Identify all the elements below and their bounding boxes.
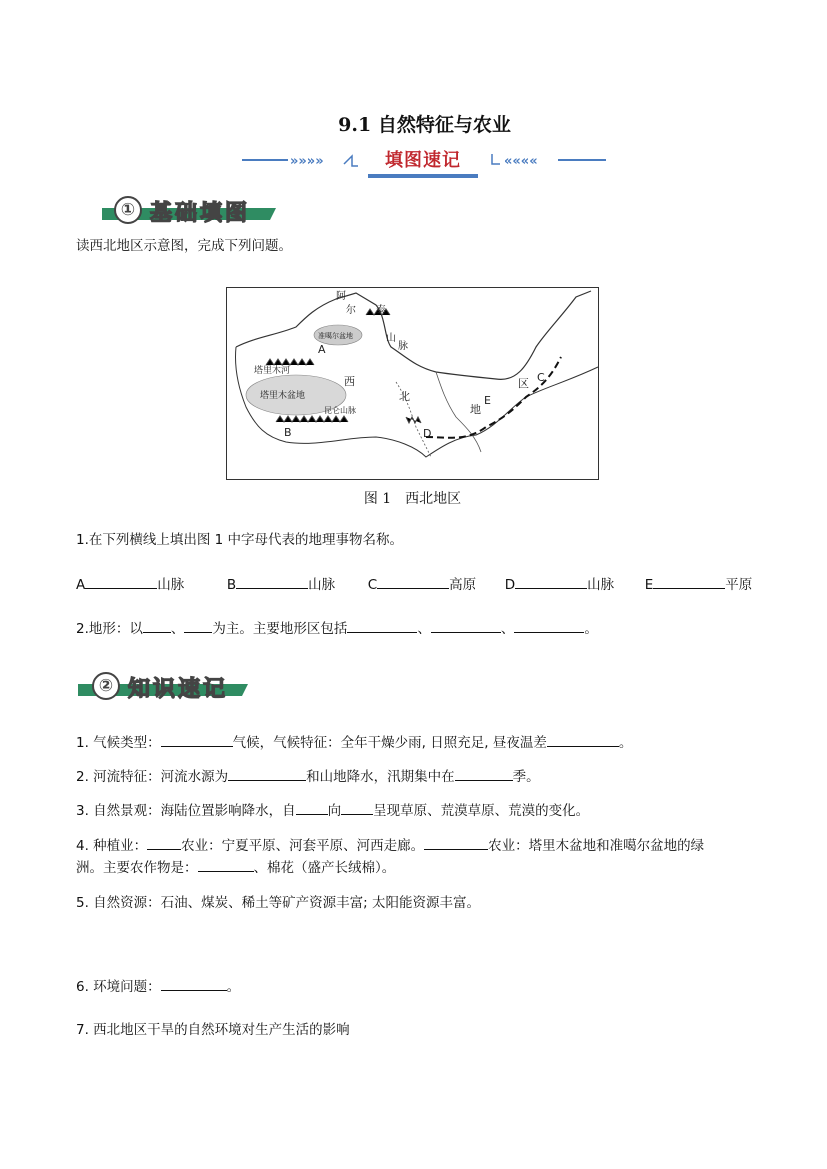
k2-end: 季。: [512, 769, 540, 785]
answer-blank-from[interactable]: [296, 800, 328, 815]
q2-sep-1: 、: [170, 621, 185, 637]
knowledge-6: [76, 976, 240, 997]
suffix-e: 平原: [725, 577, 753, 593]
knowledge-2: [76, 766, 540, 787]
section-header-basic: [100, 196, 280, 224]
answer-blank-crop[interactable]: [198, 857, 254, 872]
map-label-E: E: [484, 394, 491, 407]
question-2: [76, 618, 598, 639]
k3-text-1: 3. 自然景观：海陆位置影响降水，自: [76, 803, 296, 819]
map-label-jungar: 准噶尔盆地: [318, 332, 353, 340]
knowledge-1: [76, 732, 632, 753]
k4-text-4: 洲。主要农作物是：: [76, 860, 198, 876]
answer-blank-temp-diff[interactable]: [547, 732, 619, 747]
suffix-d: 山脉: [587, 577, 615, 593]
suffix-c: 高原: [449, 577, 477, 593]
map-label-kunlun: 昆仑山脉: [324, 406, 356, 415]
answer-blank-c[interactable]: [377, 574, 449, 589]
map-label-a5: 脉: [398, 341, 408, 352]
section-title: 知识速记: [128, 677, 229, 702]
map-label-D: D: [423, 427, 432, 440]
answer-blank-env-issue[interactable]: [161, 976, 227, 991]
section-title: 基础填图: [150, 201, 251, 226]
map-label-tarim-mt: 塔里木河: [254, 366, 291, 376]
map-label-qu: 区: [518, 377, 529, 390]
section-number: ①: [114, 196, 142, 224]
question-1-blanks: [76, 574, 752, 595]
map-label-C: C: [537, 371, 545, 384]
answer-blank-landform-2[interactable]: [184, 618, 212, 633]
intro-text: 读西北地区示意图，完成下列问题。: [76, 238, 292, 254]
k4-text-3: 农业：塔里木盆地和准噶尔盆地的绿: [488, 838, 705, 854]
suffix-a: 山脉: [157, 577, 185, 593]
blank-label-e: E: [644, 577, 654, 593]
q2-text-2: 为主。主要地形区包括: [212, 621, 348, 637]
k3-text-2: 向: [327, 803, 342, 819]
blank-label-a: A: [76, 577, 86, 593]
map-label-xi: 西: [344, 375, 355, 388]
map-label-a3: 泰: [376, 305, 386, 316]
k6-text-1: 6. 环境问题：: [76, 979, 161, 995]
svg-text:««««: ««««: [504, 154, 538, 169]
k4-text-5: 、棉花（盛产长绒棉）。: [253, 860, 396, 876]
knowledge-3: [76, 800, 589, 821]
answer-blank-region-1[interactable]: [347, 618, 417, 633]
map-caption: 图 1 西北地区: [363, 491, 462, 507]
blank-label-d: D: [504, 577, 516, 593]
suffix-b: 山脉: [308, 577, 336, 593]
knowledge-7: 7. 西北地区干旱的自然环境对生产生活的影响: [76, 1022, 350, 1038]
answer-blank-climate-type[interactable]: [161, 732, 233, 747]
answer-blank-a[interactable]: [85, 574, 157, 589]
answer-blank-region-2[interactable]: [431, 618, 501, 633]
k6-end: 。: [226, 979, 241, 995]
answer-blank-to[interactable]: [341, 800, 373, 815]
answer-blank-e[interactable]: [653, 574, 725, 589]
q2-sep-3: 、: [500, 621, 515, 637]
section-header-knowledge: [76, 672, 256, 700]
page-title: 9.1 自然特征与农业: [338, 114, 511, 136]
map-label-a4: 山: [386, 333, 396, 344]
map-label-a1: 阿: [336, 291, 346, 302]
k2-text-1: 2. 河流特征：河流水源为: [76, 769, 229, 785]
northwest-region-map: [226, 287, 599, 480]
k4-text-1: 4. 种植业：: [76, 838, 148, 854]
k1-text-1: 1. 气候类型：: [76, 735, 161, 751]
k4-text-2: 农业：宁夏平原、河套平原、河西走廊。: [181, 838, 425, 854]
q2-end: 。: [584, 621, 598, 637]
answer-blank-flood-season[interactable]: [455, 766, 513, 781]
k1-text-2: 气候，气候特征：全年干燥少雨, 日照充足, 昼夜温差: [232, 735, 547, 751]
k1-end: 。: [618, 735, 633, 751]
map-label-tarim-basin: 塔里木盆地: [260, 391, 306, 401]
map-label-B: B: [284, 426, 292, 439]
k2-text-2: 和山地降水，汛期集中在: [306, 769, 455, 785]
answer-blank-region-3[interactable]: [514, 618, 584, 633]
map-label-di: 地: [470, 403, 481, 416]
q2-sep-2: 、: [417, 621, 431, 637]
answer-blank-landform-1[interactable]: [143, 618, 171, 633]
knowledge-5: 5. 自然资源：石油、煤炭、稀土等矿产资源丰富; 太阳能资源丰富。: [76, 895, 481, 911]
q2-text-1: 2.地形：以: [76, 621, 143, 637]
answer-blank-d[interactable]: [515, 574, 587, 589]
answer-blank-water-source[interactable]: [228, 766, 306, 781]
section-number: ②: [92, 672, 120, 700]
answer-blank-agri-2[interactable]: [424, 835, 488, 850]
blank-label-c: C: [367, 577, 378, 593]
answer-blank-agri-1[interactable]: [147, 835, 181, 850]
map-label-bei: 北: [399, 390, 410, 403]
svg-text:»»»»: »»»»: [290, 154, 324, 169]
question-1: 1.在下列横线上填出图 1 中字母代表的地理事物名称。: [76, 532, 404, 548]
blank-label-b: B: [226, 577, 237, 593]
knowledge-4-line-2: [76, 857, 395, 878]
map-label-A: A: [318, 343, 326, 356]
knowledge-4: [76, 835, 704, 856]
answer-blank-b[interactable]: [236, 574, 308, 589]
map-label-a2: 尔: [346, 305, 356, 316]
k3-text-3: 呈现草原、荒漠草原、荒漠的变化。: [373, 803, 590, 819]
banner-label: 填图速记: [385, 150, 461, 171]
